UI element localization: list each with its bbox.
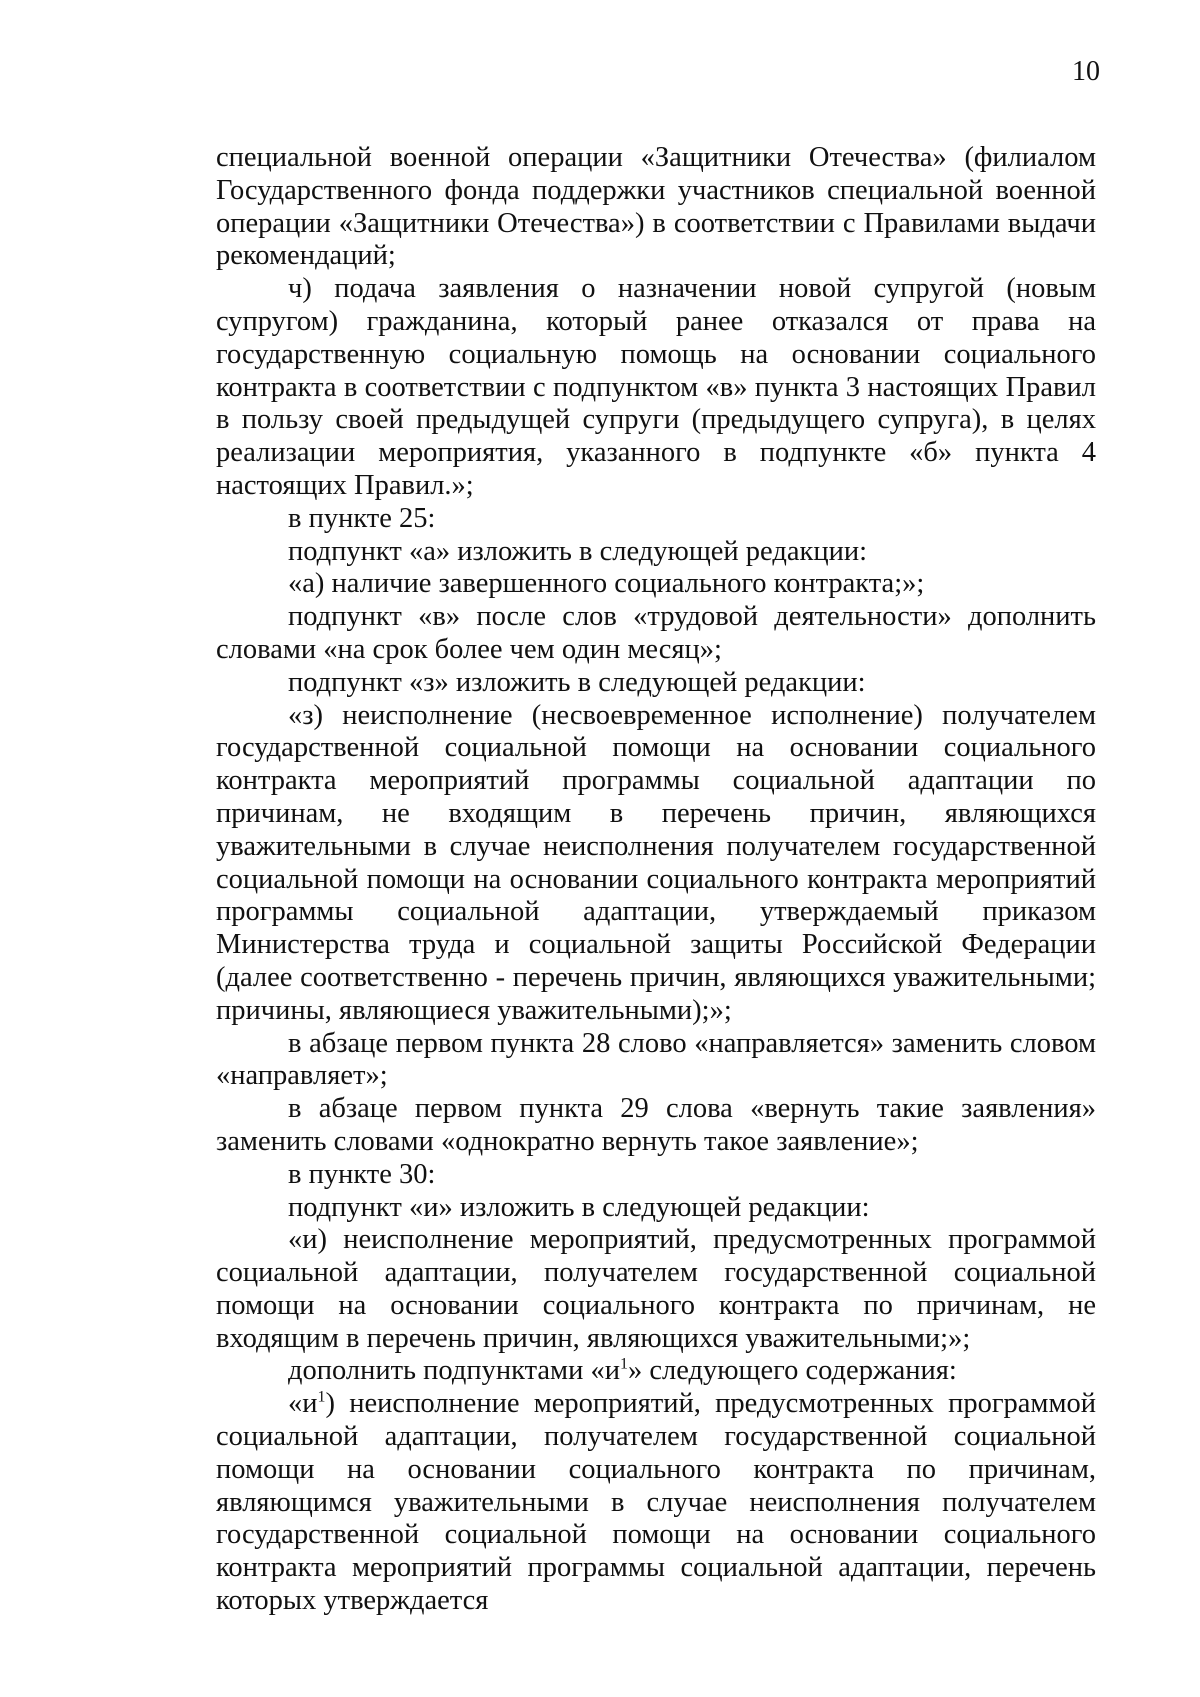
paragraph: в пункте 30:: [288, 1158, 436, 1190]
paragraph: подпункт «и» изложить в следующей редакции:: [288, 1191, 870, 1223]
paragraph: подпункт «з» изложить в следующей редакции:: [288, 666, 866, 698]
paragraph: в пункте 25:: [288, 502, 436, 534]
paragraph: «и) неисполнение мероприятий, предусмотренных программой социальной адаптации, получателем государственной социальной помощи на основании социального контракта по причинам, не входящим в перечень причин, являющихся уважительными;»;: [216, 1224, 1096, 1354]
paragraph-subpoint-i1: [216, 1388, 1096, 1618]
paragraph: ч) подача заявления о назначении новой супругой (новым супругом) гражданина, который ранее отказался от права на государственную социальную помощь на основании социального контракта в соответствии с подпунктом «в» пункта 3 настоящих Правил в пользу своей предыдущей супруги (предыдущего супруга), в целях реализации мероприятия, указанного в подпункте «б» пункта 4 настоящих Правил.»;: [216, 273, 1096, 501]
paragraph: подпункт «в» после слов «трудовой деятельности» дополнить словами «на срок более чем один месяц»;: [216, 601, 1096, 665]
text-segment: «и: [288, 1388, 318, 1420]
text-segment: дополнить подпунктами «и: [288, 1355, 620, 1387]
text-segment: » следующего содержания:: [627, 1355, 957, 1387]
paragraph: в абзаце первом пункта 28 слово «направляется» заменить словом «направляет»;: [216, 1027, 1096, 1092]
superscript: 1: [619, 1355, 628, 1373]
paragraph: «з) неисполнение (несвоевременное исполнение) получателем государственной социальной помощи на основании социального контракта мероприятий программы социальной адаптации по причинам, не входящим в перечень причин, являющихся уважительными в случае неисполнения получателем государственной социальной помощи на основании социального контракта мероприятий программы социальной адаптации, утверждаемый приказом Министерства труда и социальной защиты Российской Федерации (далее соответственно - перечень причин, являющихся уважительными; причины, являющиеся уважительными);»;: [216, 699, 1096, 1026]
paragraph: подпункт «а» изложить в следующей редакции:: [288, 535, 867, 567]
paragraph-supplement: [216, 1355, 1096, 1388]
text-segment: ) неисполнение мероприятий, предусмотренных программой социальной адаптации, получателем государственной социальной помощи на основании социального контракта по причинам, являющимся уважительными в случае неисполнения получателем государственной социальной помощи на основании социального контракта мероприятий программы социальной адаптации, перечень которых утверждается: [216, 1388, 1096, 1617]
superscript: 1: [317, 1388, 326, 1406]
paragraph: «а) наличие завершенного социального контракта;»;: [288, 568, 925, 600]
paragraph: специальной военной операции «Защитники Отечества» (филиалом Государственного фонда поддержки участников специальной военной операции «Защитники Отечества») в соответствии с Правилами выдачи рекомендаций;: [216, 142, 1096, 272]
paragraph: в абзаце первом пункта 29 слова «вернуть такие заявления» заменить словами «однократно вернуть такое заявление»;: [216, 1093, 1096, 1157]
document-body: [216, 142, 1096, 1618]
page-number: 10: [1072, 56, 1100, 87]
